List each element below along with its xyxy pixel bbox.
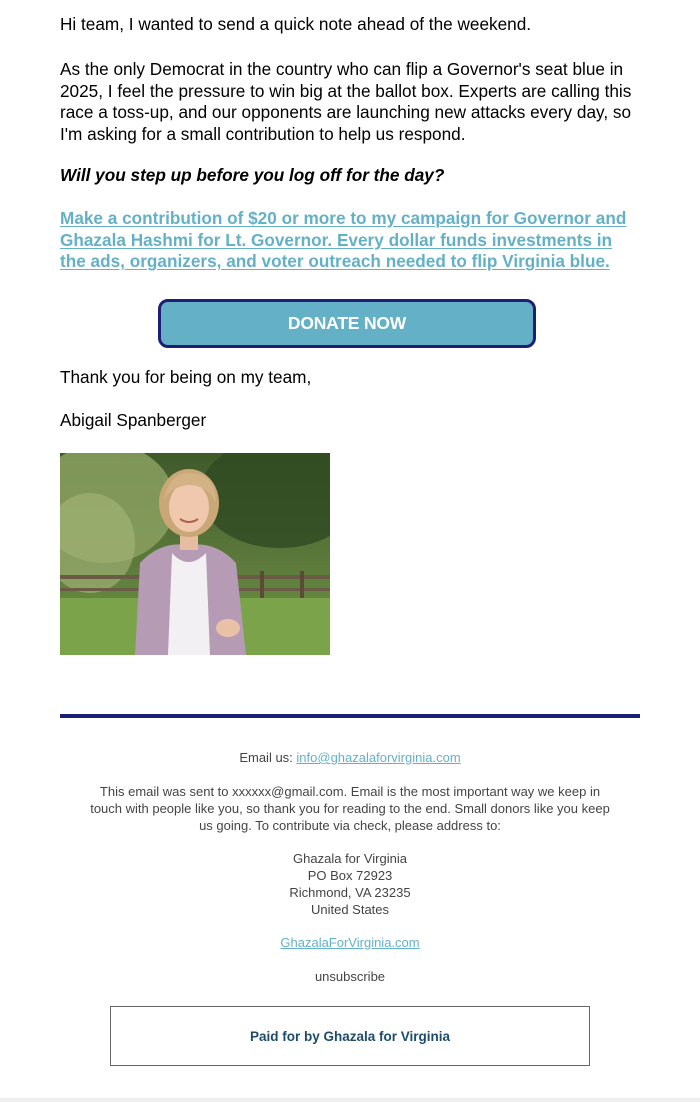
website-line xyxy=(60,934,640,951)
contribution-link[interactable]: Make a contribution of $20 or more to my campaign for Governor and Ghazala Hashmi for Lt. Governor. Every dollar funds investments in the ads, organizers, and voter outreach needed to flip Virginia blue. xyxy=(60,208,627,271)
email-label: Email us: xyxy=(239,750,293,765)
ask-text: Will you step up before you log off for the day? xyxy=(60,165,445,185)
website-link[interactable]: GhazalaForVirginia.com xyxy=(280,935,420,950)
signature: Abigail Spanberger xyxy=(60,410,207,430)
email-link[interactable]: info@ghazalaforvirginia.com xyxy=(296,750,461,765)
greeting-text: Hi team, I wanted to send a quick note ahead of the weekend. xyxy=(60,14,532,34)
address-city: Richmond, VA 23235 xyxy=(289,885,411,900)
donate-now-button[interactable]: DONATE NOW xyxy=(158,299,536,348)
bottom-border xyxy=(0,1098,700,1102)
mailing-address xyxy=(60,850,640,918)
address-po-box: PO Box 72923 xyxy=(307,868,393,883)
candidate-photo xyxy=(60,453,330,655)
thanks-text: Thank you for being on my team, xyxy=(60,367,312,387)
paid-for-disclaimer: Paid for by Ghazala for Virginia xyxy=(110,1006,590,1066)
footer-email-line xyxy=(60,749,640,766)
unsubscribe-link[interactable]: unsubscribe xyxy=(314,969,386,984)
address-country: United States xyxy=(310,902,390,917)
footer-divider xyxy=(60,714,640,718)
body-paragraph: As the only Democrat in the country who can flip a Governor's seat blue in 2025, I feel the pressure to win big at the ballot box. Experts are calling this race a toss-up, and our opponents are launching new attacks every day, so I'm asking for a small contribution to help us respond. xyxy=(60,59,632,144)
sent-notice: This email was sent to xxxxxx@gmail.com. Email is the most important way we keep in touch with people like you, so thank you for reading to the end. Small donors like you keep us going. To contribute via check, please address to: xyxy=(90,784,610,833)
address-name: Ghazala for Virginia xyxy=(293,851,407,866)
